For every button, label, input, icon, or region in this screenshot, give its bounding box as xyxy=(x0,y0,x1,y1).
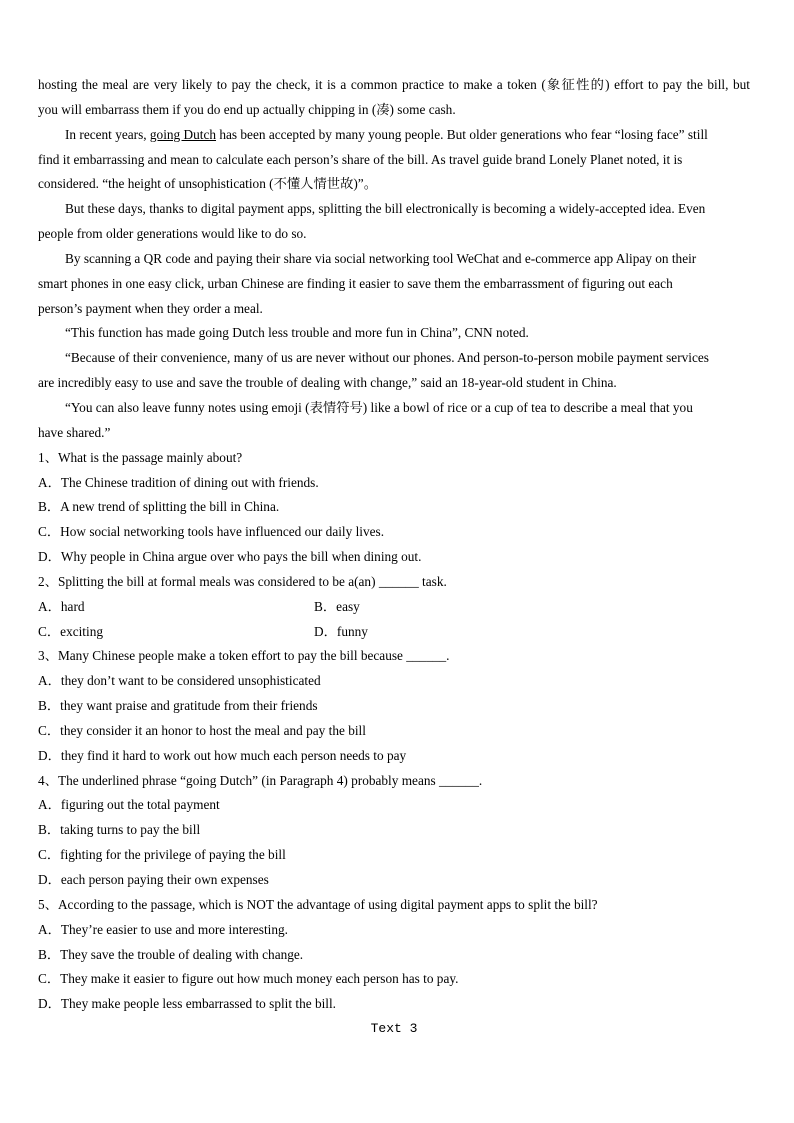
option-b: B．A new trend of splitting the bill in China. xyxy=(38,499,280,515)
passage-line: hosting the meal are very likely to pay the check, it is a common practice to make a token (象征性的) effort to pay the bill, but xyxy=(38,77,750,92)
option-d: D．Why people in China argue over who pays the bill when dining out. xyxy=(38,549,422,565)
question-3 xyxy=(38,644,750,768)
option-c: C．How social networking tools have influenced our daily lives. xyxy=(38,524,385,540)
passage-line: By scanning a QR code and paying their share via social networking tool WeChat and e-commerce app Alipay on their xyxy=(65,250,697,266)
passage-line: people from older generations would like to do so. xyxy=(38,226,307,242)
passage-line: “You can also leave funny notes using emoji (表情符号) like a bowl of rice or a cup of tea to describe a meal that you xyxy=(65,399,693,415)
option-d: D．They make people less embarrassed to split the bill. xyxy=(38,996,336,1012)
question-stem: 1、What is the passage mainly about? xyxy=(38,449,243,465)
underlined-phrase: going Dutch xyxy=(149,126,217,142)
option-a: A．they don’t want to be considered unsophisticated xyxy=(38,673,321,689)
option-b: B．they want praise and gratitude from their friends xyxy=(38,698,318,714)
option-c: C．fighting for the privilege of paying the bill xyxy=(38,847,286,863)
question-stem: 2、Splitting the bill at formal meals was considered to be a(an) ______ task. xyxy=(38,573,447,589)
option-d: D．funny xyxy=(314,623,368,639)
passage-line xyxy=(38,123,750,148)
passage-line: considered. “the height of unsophistication (不懂人情世故)”。 xyxy=(38,176,377,192)
question-stem: 5、According to the passage, which is NOT the advantage of using digital payment apps to split the bill? xyxy=(38,896,598,912)
passage-line: person’s payment when they order a meal. xyxy=(38,300,263,316)
passage-line: are incredibly easy to use and save the trouble of dealing with change,” said an 18-year-old student in China. xyxy=(38,375,617,391)
option-d: D．they find it hard to work out how much each person needs to pay xyxy=(38,747,407,763)
passage xyxy=(38,73,750,446)
option-a: A．The Chinese tradition of dining out with friends. xyxy=(38,474,319,490)
text: In recent years, xyxy=(65,126,150,142)
question-5 xyxy=(38,893,750,1017)
passage-line: smart phones in one easy click, urban Chinese are finding it easier to save them the embarrassment of figuring out each xyxy=(38,275,673,291)
option-d: D．each person paying their own expenses xyxy=(38,872,269,887)
passage-line: you will embarrass them if you do end up actually chipping in (凑) some cash. xyxy=(38,101,456,117)
option-b: B．easy xyxy=(314,598,360,614)
passage-line: But these days, thanks to digital payment apps, splitting the bill electronically is becoming a widely-accepted idea. Even xyxy=(65,201,706,217)
text: has been accepted by many young people. But older generations who fear “losing face” still xyxy=(216,126,708,142)
passage-line: “Because of their convenience, many of us are never without our phones. And person-to-person mobile payment services xyxy=(65,350,709,366)
passage-line: have shared.” xyxy=(38,424,111,440)
section-heading: Text 3 xyxy=(370,1021,418,1037)
option-b: B．taking turns to pay the bill xyxy=(38,822,201,838)
document-page xyxy=(38,73,750,1042)
question-stem: 4、The underlined phrase “going Dutch” (in Paragraph 4) probably means ______. xyxy=(38,772,483,788)
option-c: C．they consider it an honor to host the meal and pay the bill xyxy=(38,722,366,738)
question-2 xyxy=(38,570,750,645)
passage-line: “This function has made going Dutch less trouble and more fun in China”, CNN noted. xyxy=(65,325,529,341)
option-row xyxy=(38,595,750,620)
option-b: B．They save the trouble of dealing with change. xyxy=(38,946,304,962)
question-1 xyxy=(38,446,750,570)
option-c: C．exciting xyxy=(38,623,103,639)
option-row xyxy=(38,620,750,645)
question-4 xyxy=(38,769,750,893)
option-a: A．figuring out the total payment xyxy=(38,797,220,813)
option-a: A．They’re easier to use and more interesting. xyxy=(38,921,288,937)
question-stem: 3、Many Chinese people make a token effort to pay the bill because ______. xyxy=(38,648,450,664)
option-c: C．They make it easier to figure out how much money each person has to pay. xyxy=(38,971,459,987)
option-a: A．hard xyxy=(38,598,85,614)
passage-line: find it embarrassing and mean to calculate each person’s share of the bill. As travel guide brand Lonely Planet noted, it is xyxy=(38,151,683,167)
